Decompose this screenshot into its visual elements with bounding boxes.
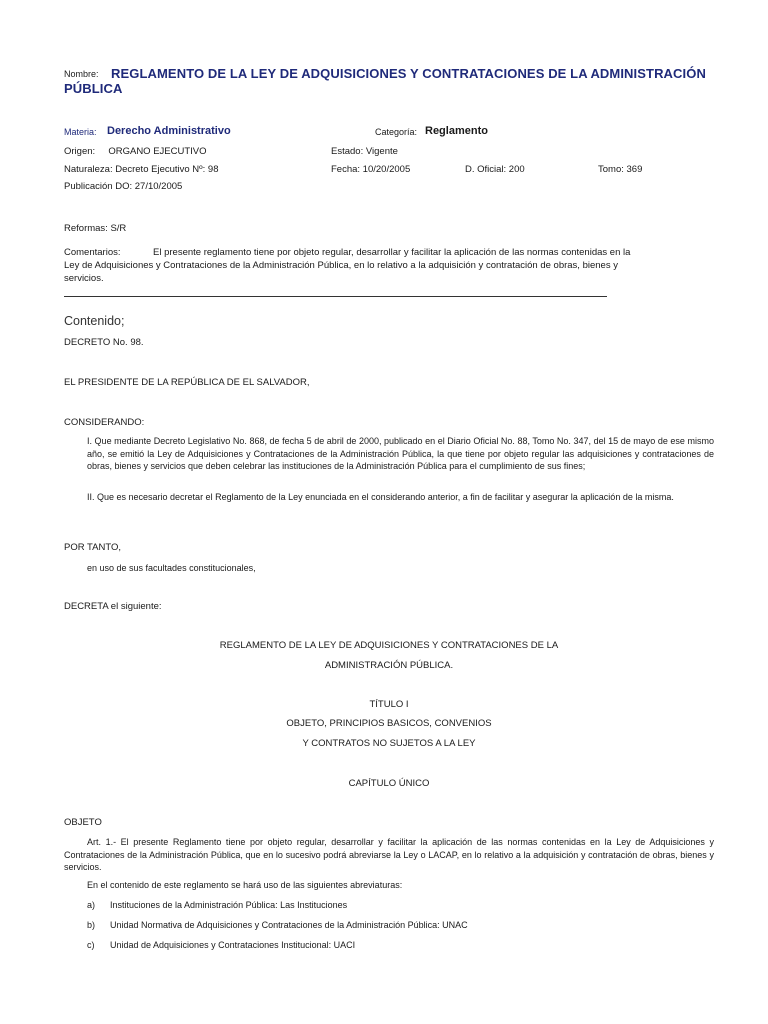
considerando-heading: CONSIDERANDO:	[64, 417, 145, 428]
article-1: Art. 1.- El presente Reglamento tiene por objeto regular, desarrollar y facilitar la aplicación de las normas contenidas en la Ley de Adquisiciones y Contrataciones de la Administración Pública, que en lo sucesivo podrá abreviarse la Ley o LACAP, en lo relativo a la adquisición y contratación de obras, bienes y servicios.	[64, 837, 714, 872]
reglamento-title-line2: ADMINISTRACIÓN PÚBLICA.	[324, 660, 454, 671]
list-item-text-c: Unidad de Adquisiciones y Contrataciones Institucional: UACI	[110, 940, 356, 950]
considerando-1: I. Que mediante Decreto Legislativo No. 868, de fecha 5 de abril de 2000, publicado en el Diario Oficial No. 88, Tomo No. 347, del 15 de mayo de ese mismo año, se emitió la Ley de Adquisiciones y Contrataciones de la Administración Pública, la que tiene por objeto regular las adquisiciones y contrataciones de obras, bienes y servicios que deben celebrar las instituciones de la Administración Pública para el cumplimiento de sus fines;	[87, 436, 714, 471]
document-title-line1: REGLAMENTO DE LA LEY DE ADQUISICIONES Y CONTRATACIONES DE LA ADMINISTRACIÓN	[111, 66, 706, 81]
facultades-line: en uso de sus facultades constitucionales,	[87, 563, 256, 573]
fecha-field: Fecha: 10/20/2005	[331, 164, 411, 175]
naturaleza-field: Naturaleza: Decreto Ejecutivo Nº: 98	[64, 164, 219, 175]
objeto-heading: OBJETO	[64, 817, 102, 828]
comentarios-text-line1: El presente reglamento tiene por objeto regular, desarrollar y facilitar la aplicación de las normas contenidas en la	[153, 247, 631, 258]
titulo-description-line1: OBJETO, PRINCIPIOS BASICOS, CONVENIOS	[286, 718, 492, 729]
comentarios-text-line2: Ley de Adquisiciones y Contrataciones de la Administración Pública, en lo relativo a la adquisición y contratación de obras, bienes y	[64, 260, 618, 271]
contenido-heading: Contenido;	[64, 314, 125, 328]
reglamento-title-line1: REGLAMENTO DE LA LEY DE ADQUISICIONES Y CONTRATACIONES DE LA	[219, 640, 559, 651]
comentarios-label: Comentarios:	[64, 247, 121, 258]
list-item-letter-b: b)	[87, 920, 96, 930]
tomo-field: Tomo: 369	[598, 164, 643, 175]
reformas-field: Reformas: S/R	[64, 223, 127, 234]
d-oficial-field: D. Oficial: 200	[465, 164, 525, 175]
capitulo-heading: CAPÍTULO ÚNICO	[348, 778, 430, 789]
titulo-heading: TÍTULO I	[369, 699, 409, 710]
materia-label: Materia:	[64, 127, 97, 137]
decreta-line: DECRETA el siguiente:	[64, 601, 162, 612]
estado-field: Estado: Vigente	[331, 146, 398, 157]
categoria-label: Categoría:	[375, 127, 418, 137]
separator-line	[64, 296, 607, 297]
categoria-value: Reglamento	[425, 125, 488, 137]
titulo-description-line2: Y CONTRATOS NO SUJETOS A LA LEY	[302, 738, 476, 749]
publicacion-field: Publicación DO: 27/10/2005	[64, 181, 183, 192]
decreto-number: DECRETO No. 98.	[64, 337, 144, 348]
list-item-letter-a: a)	[87, 900, 96, 910]
por-tanto: POR TANTO,	[64, 542, 122, 553]
materia-value: Derecho Administrativo	[107, 125, 231, 137]
origen-field: Origen: ORGANO EJECUTIVO	[64, 146, 207, 157]
comentarios-text-line3: servicios.	[64, 273, 104, 284]
presidente-line: EL PRESIDENTE DE LA REPÚBLICA DE EL SALVADOR,	[64, 377, 310, 388]
nombre-label: Nombre:	[64, 69, 99, 79]
abreviaturas-line: En el contenido de este reglamento se hará uso de las siguientes abreviaturas:	[87, 880, 403, 890]
document-title-line2: PÚBLICA	[64, 81, 123, 96]
considerando-2: II. Que es necesario decretar el Reglamento de la Ley enunciada en el considerando anterior, a fin de facilitar y asegurar la aplicación de la misma.	[87, 492, 674, 502]
list-item-text-a: Instituciones de la Administración Pública: Las Instituciones	[110, 900, 348, 910]
list-item-letter-c: c)	[87, 940, 95, 950]
list-item-text-b: Unidad Normativa de Adquisiciones y Contrataciones de la Administración Pública: UNAC	[110, 920, 468, 930]
